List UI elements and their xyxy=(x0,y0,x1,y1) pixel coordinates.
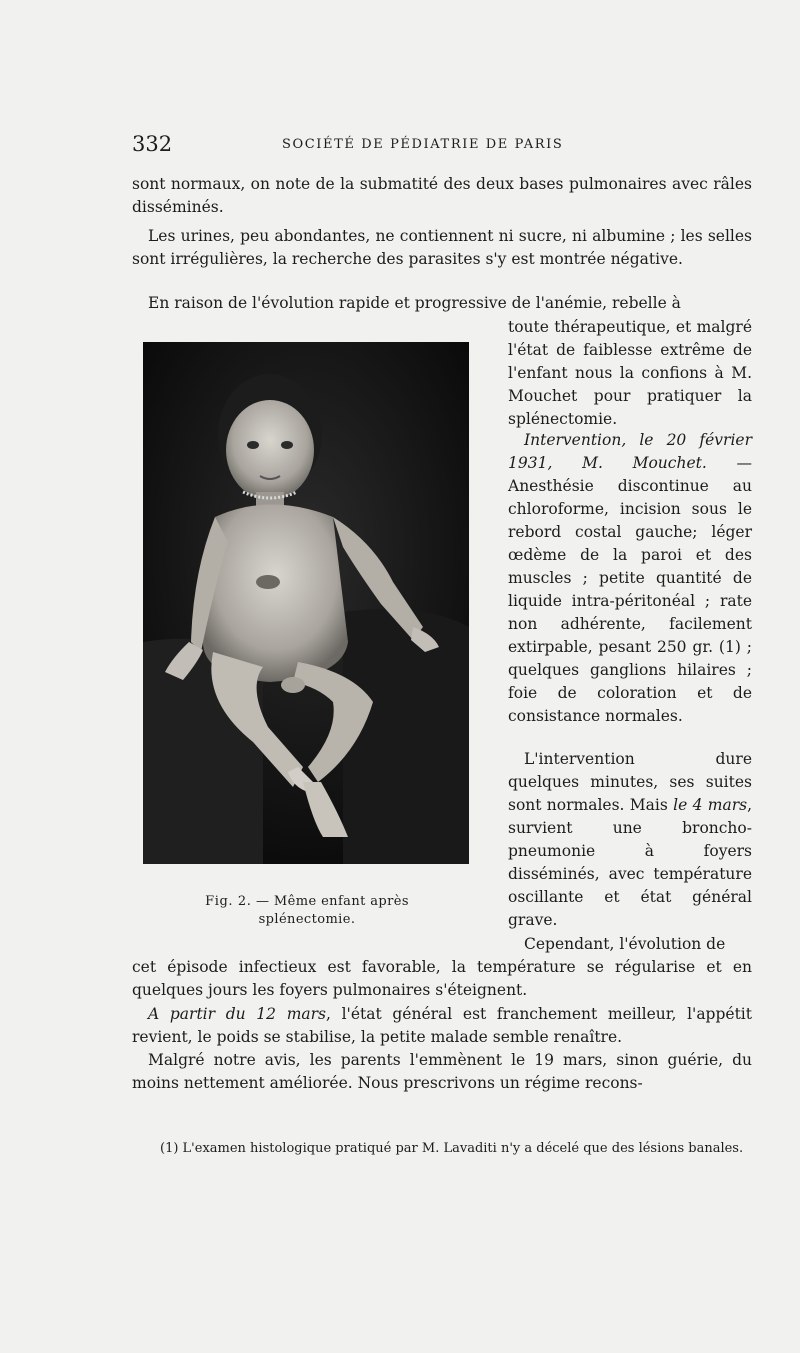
paragraph-5-text-a: L'intervention dure quelques minutes, ses suites sont normales. Mais xyxy=(508,750,752,814)
paragraph-7 xyxy=(132,1003,752,1049)
figure-caption xyxy=(172,893,442,929)
figure-label: Fig. 2. xyxy=(205,894,252,909)
paragraph-5-text-b: , survient une broncho-pneumonie à foyers disséminés, avec température oscillante et état général grave. xyxy=(508,796,752,929)
paragraph-2: Les urines, peu abondantes, ne contiennent ni sucre, ni albumine ; les selles sont irrégulières, la recherche des parasites s'y est montrée négative. xyxy=(132,227,752,268)
date-4-mars: le 4 mars xyxy=(673,796,748,814)
child-photo-illustration xyxy=(143,342,469,864)
paragraph-5 xyxy=(508,748,752,932)
paragraph-7-text: , l'état général est franchement meilleur, l'appétit revient, le poids se stabilise, la petite malade semble renaître. xyxy=(132,1005,752,1046)
paragraph-3-end: toute thérapeutique, et malgré l'état de faiblesse extrême de l'enfant nous la confions à M. Mouchet pour pratiquer la splénectomie. xyxy=(508,318,752,428)
paragraph-6-start: Cependant, l'évolution de xyxy=(524,935,726,953)
figure-caption-text: — Même enfant après splénectomie. xyxy=(251,894,409,927)
page-number: 332 xyxy=(132,132,173,156)
intervention-heading: Intervention, le 20 février 1931, M. Mouchet. xyxy=(508,431,752,472)
date-12-mars: A partir du 12 mars xyxy=(148,1005,326,1023)
running-title: SOCIÉTÉ DE PÉDIATRIE DE PARIS xyxy=(282,137,564,152)
paragraph-6-end: cet épisode infectieux est favorable, la température se régularise et en quelques jours les foyers pulmonaires s'éteignent. xyxy=(132,958,752,999)
paragraph-8: Malgré notre avis, les parents l'emmènent le 19 mars, sinon guérie, du moins nettement améliorée. Nous prescrivons un régime recons- xyxy=(132,1051,752,1092)
paragraph-3-start: En raison de l'évolution rapide et progressive de l'anémie, rebelle à xyxy=(148,294,681,312)
footnote: (1) L'examen histologique pratiqué par M. Lavaditi n'y a décelé que des lésions banales. xyxy=(160,1141,744,1156)
page-header xyxy=(132,132,752,162)
figure-photograph xyxy=(143,342,469,864)
paragraph-1: sont normaux, on note de la submatité des deux bases pulmonaires avec râles disséminés. xyxy=(132,175,752,216)
intervention-text: — Anesthésie discontinue au chloroforme, incision sous le rebord costal gauche; léger œdème de la paroi et des muscles ; petite quantité de liquide intra-péritonéal ; rate non adhérente, facilement extirpable, pesant 250 gr. (1) ; quelques ganglions hilaires ; foie de coloration et de consistance normales. xyxy=(508,454,752,725)
paragraph-4 xyxy=(508,429,752,728)
